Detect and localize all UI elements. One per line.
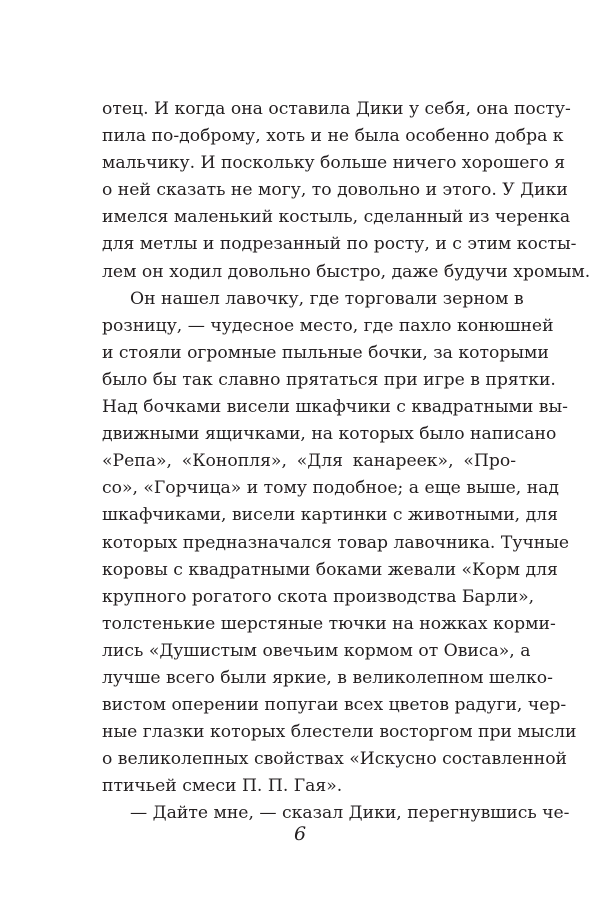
text-line: было бы так славно прятаться при игре в прятки. xyxy=(102,369,556,390)
text-line: розницу, — чудесное место, где пахло конюшней xyxy=(102,315,554,336)
text-line: Над бочками висели шкафчики с квадратными вы- xyxy=(102,397,568,418)
text-line: толстенькие шерстяные тючки на ножках корми- xyxy=(102,613,556,634)
text-line: о великолепных свойствах «Искусно составленной xyxy=(102,749,567,770)
text-line: пила по-доброму, хоть и не была особенно добра к xyxy=(102,126,564,147)
page-number: 6 xyxy=(293,823,307,845)
text-line: которых предназначался товар лавочника. Тучные xyxy=(102,532,570,553)
text-line: шкафчиками, висели картинки с животными, для xyxy=(102,505,558,526)
text-line: Он нашел лавочку, где торговали зерном в xyxy=(130,288,524,309)
text-line: ные глазки которых блестели восторгом при мысли xyxy=(102,722,577,743)
text-line: лучше всего были яркие, в великолепном шелко- xyxy=(102,667,553,688)
text-line: отец. И когда она оставила Дики у себя, она посту- xyxy=(102,99,571,119)
text-line: вистом оперении попугаи всех цветов радуги, чер- xyxy=(102,695,567,716)
text-line: птичьей смеси П. П. Гая». xyxy=(102,776,343,797)
text-line: имелся маленький костыль, сделанный из черенка xyxy=(102,207,571,228)
body-text xyxy=(102,96,591,828)
text-line: «Репа», «Конопля», «Для канареек», «Про- xyxy=(102,451,516,472)
text-line: со», «Горчица» и тому подобное; а еще выше, над xyxy=(102,478,560,499)
text-line: коровы с квадратными боками жевали «Корм для xyxy=(102,559,558,580)
text-line: о ней сказать не могу, то довольно и этого. У Дики xyxy=(102,180,568,201)
text-line: лись «Душистым овечьим кормом от Овиса», а xyxy=(102,640,531,661)
text-line: для метлы и подрезанный по росту, и с этим косты- xyxy=(102,234,577,255)
text-line: крупного рогатого скота производства Барли», xyxy=(102,586,535,607)
text-line: движными ящичками, на которых было написано xyxy=(102,424,557,445)
text-line: мальчику. И поскольку больше ничего хорошего я xyxy=(102,153,566,174)
text-line: и стояли огромные пыльные бочки, за которыми xyxy=(102,342,549,363)
text-line: лем он ходил довольно быстро, даже будучи хромым. xyxy=(102,261,591,282)
text-line: — Дайте мне, — сказал Дики, перегнувшись че- xyxy=(130,803,570,824)
